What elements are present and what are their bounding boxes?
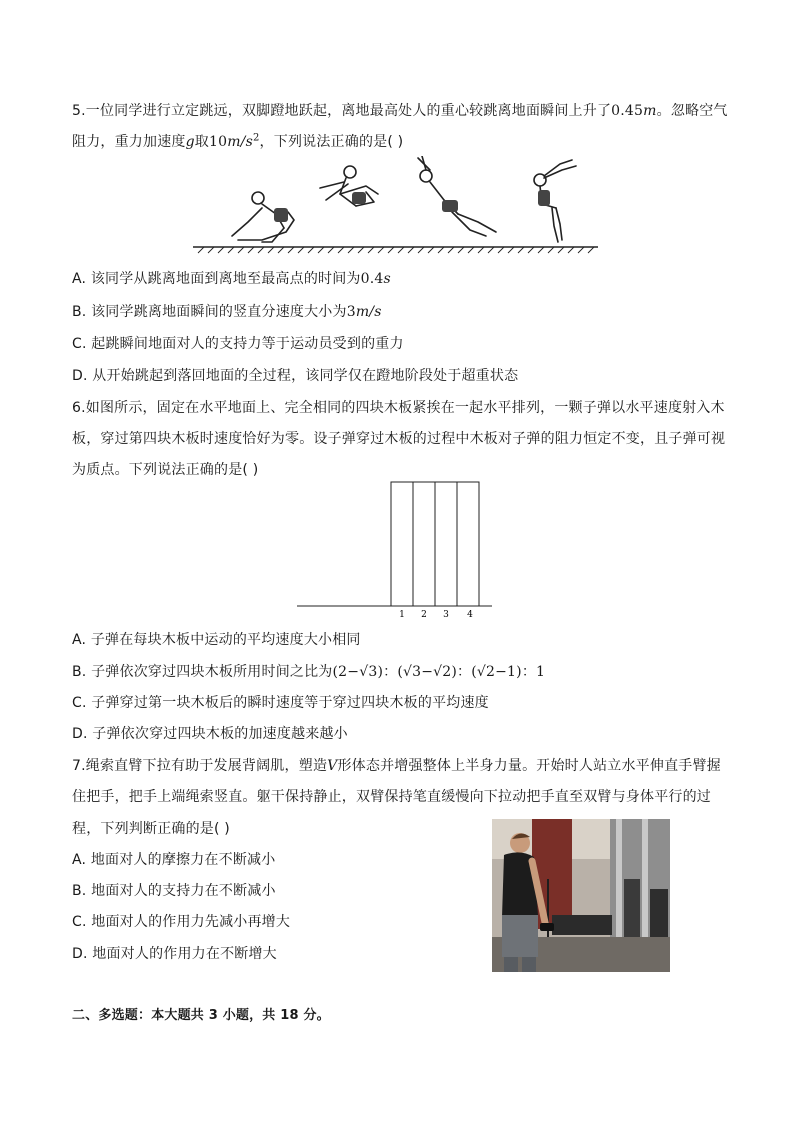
- q5-option-c: C. 起跳瞬间地面对人的支持力等于运动员受到的重力: [72, 336, 404, 352]
- q7-option-b: B. 地面对人的支持力在不断减小: [72, 883, 276, 899]
- q6-stem-line2: 板，穿过第四块木板时速度恰好为零。设子弹穿过木板的过程中木板对子弹的阻力恒定不变，且子弹可视: [72, 431, 726, 447]
- q7-stem-line3: 程，下列判断正确的是( ): [72, 821, 230, 837]
- q6-option-d: D. 子弹依次穿过四块木板的加速度越来越小: [72, 726, 348, 742]
- q7-option-d: D. 地面对人的作用力在不断增大: [72, 946, 277, 962]
- q7-option-c: C. 地面对人的作用力先减小再增大: [72, 914, 291, 930]
- q6-stem-line3: 为质点。下列说法正确的是( ): [72, 462, 259, 478]
- q6-wood-boards-figure: [296, 480, 496, 620]
- board-2: [413, 482, 435, 606]
- q6-option-c: C. 子弹穿过第一块木板后的瞬时速度等于穿过四块木板的平均速度: [72, 695, 489, 711]
- q5-option-b: B. 该同学跳离地面瞬间的竖直分速度大小为3m/s: [72, 304, 382, 320]
- q6-stem-line1: 6.如图所示，固定在水平地面上、完全相同的四块木板紧挨在一起水平排列，一颗子弹以水平速度射入木: [72, 400, 725, 416]
- q6-option-a: A. 子弹在每块木板中运动的平均速度大小相同: [72, 632, 361, 648]
- board-3: [435, 482, 457, 606]
- q6-option-b: B. 子弹依次穿过四块木板所用时间之比为(2−√3)：(√3−√2)：(√2−1)：1: [72, 664, 546, 680]
- q5-long-jump-figure: [190, 156, 602, 256]
- board-1: [391, 482, 413, 606]
- q5-stem-line1: 5.一位同学进行立定跳远，双脚蹬地跃起，离地最高处人的重心较跳离地面瞬间上升了0.45m。忽略空气: [72, 103, 728, 119]
- board-4: [457, 482, 479, 606]
- board-label-3: 3: [443, 610, 449, 620]
- q7-cable-pulldown-photo: [492, 819, 670, 972]
- jumper-takeoff: [534, 160, 576, 242]
- jumper-crouch: [232, 192, 294, 242]
- q5-option-d: D. 从开始跳起到落回地面的全过程，该同学仅在蹬地阶段处于超重状态: [72, 368, 519, 384]
- board-label-1: 1: [399, 610, 405, 620]
- q5-option-a: A. 该同学从跳离地面到离地至最高点的时间为0.4s: [72, 271, 391, 287]
- jumper-extended: [418, 156, 496, 236]
- q7-stem-line2: 住把手，把手上端绳索竖直。躯干保持静止，双臂保持笔直缓慢向下拉动把手直至双臂与身体平行的过: [72, 789, 711, 805]
- board-label-4: 4: [467, 610, 473, 620]
- board-label-2: 2: [421, 610, 427, 620]
- q7-stem-line1: 7.绳索直臂下拉有助于发展背阔肌，塑造V形体态并增强整体上半身力量。开始时人站立水平伸直手臂握: [72, 758, 721, 774]
- jumper-tuck: [320, 166, 378, 206]
- q5-stem-line2: 阻力，重力加速度g取$10m/s^2$，下列说法正确的是( ): [72, 132, 404, 150]
- section-2-heading: 二、多选题：本大题共 3 小题，共 18 分。: [72, 1008, 330, 1023]
- q7-option-a: A. 地面对人的摩擦力在不断减小: [72, 852, 276, 868]
